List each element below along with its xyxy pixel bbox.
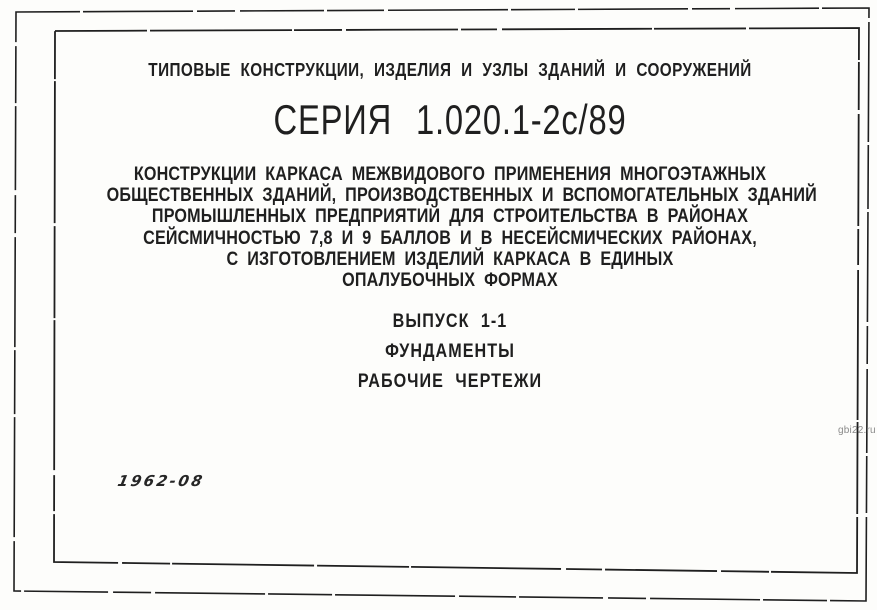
handwritten-inventory-mark: 1962-08 — [116, 472, 207, 490]
issue-subject: ФУНДАМЕНТЫ — [385, 341, 515, 362]
document-description — [106, 164, 817, 292]
series-title: СЕРИЯ 1.020.1-2с/89 — [273, 96, 627, 143]
description-line: С ИЗГОТОВЛЕНИЕМ ИЗДЕЛИЙ КАРКАСА В ЕДИНЫХ — [226, 248, 674, 270]
document-type: РАБОЧИЕ ЧЕРТЕЖИ — [357, 371, 543, 392]
description-line: ОПАЛУБОЧНЫХ ФОРМАХ — [342, 270, 558, 292]
description-line: СЕЙСМИЧНОСТЬЮ 7,8 И 9 БАЛЛОВ И В НЕСЕЙСМИЧЕСКИХ РАЙОНАХ, — [143, 227, 757, 249]
issue-number: ВЫПУСК 1-1 — [392, 311, 508, 332]
description-line: ПРОМЫШЛЕННЫХ ПРЕДПРИЯТИЙ ДЛЯ СТРОИТЕЛЬСТВА В РАЙОНАХ — [151, 206, 749, 228]
site-watermark: gbi22.ru — [838, 425, 876, 436]
description-line: ОБЩЕСТВЕННЫХ ЗДАНИЙ, ПРОИЗВОДСТВЕННЫХ И ВСПОМОГАТЕЛЬНЫХ ЗДАНИЙ — [106, 185, 817, 207]
description-line: КОНСТРУКЦИИ КАРКАСА МЕЖВИДОВОГО ПРИМЕНЕНИЯ МНОГОЭТАЖНЫХ — [133, 164, 767, 185]
document-category-header: ТИПОВЫЕ КОНСТРУКЦИИ, ИЗДЕЛИЯ И УЗЛЫ ЗДАНИЙ И СООРУЖЕНИЙ — [148, 60, 752, 80]
